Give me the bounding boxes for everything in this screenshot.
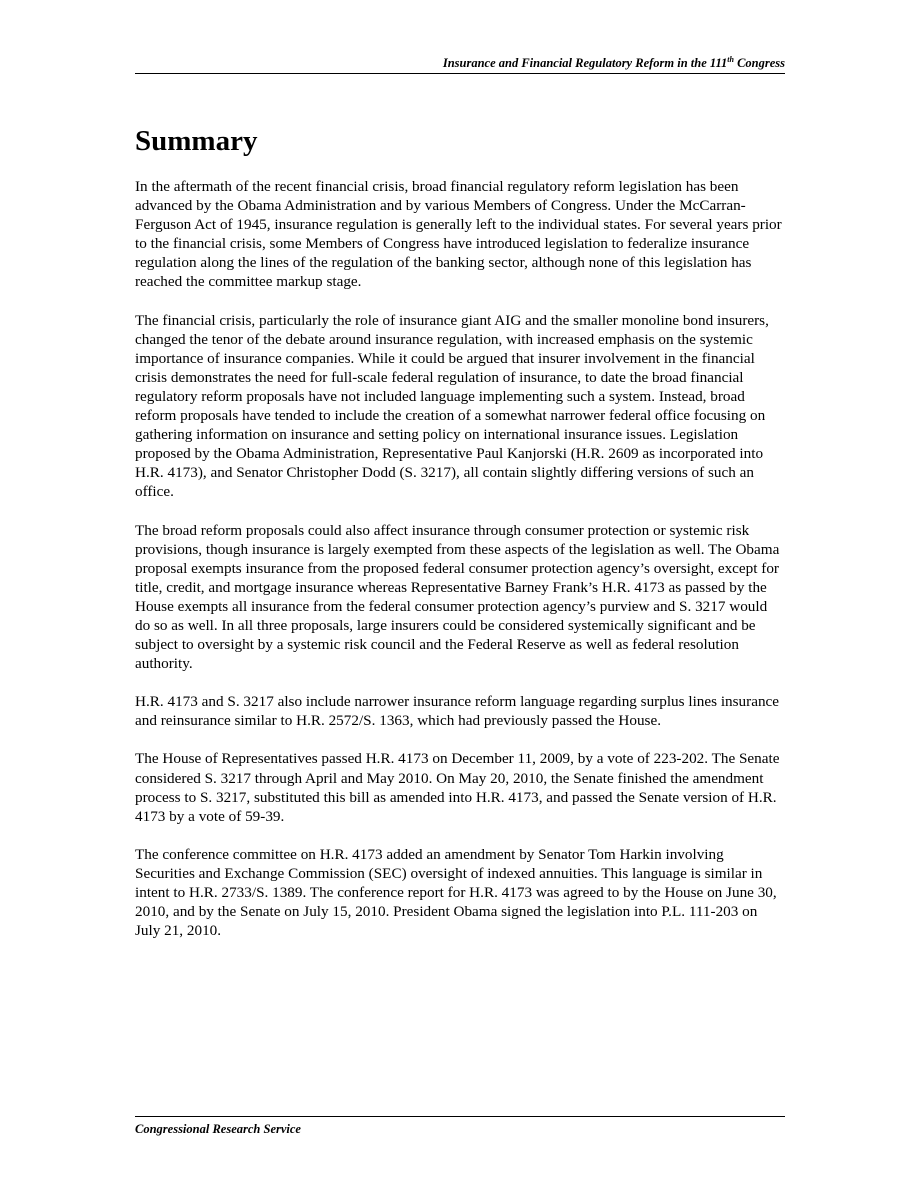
paragraph: The House of Representatives passed H.R. 4173 on December 11, 2009, by a vote of 223-202. The Senate considered S. 3217 through April and May 2010. On May 20, 2010, the Senate finished the amendment process to S. 3217, substituted this bill as amended into H.R. 4173, and passed the Senate version of H.R. 4173 by a vote of 59-39.	[135, 750, 780, 825]
paragraph: The conference committee on H.R. 4173 added an amendment by Senator Tom Harkin involving Securities and Exchange Commission (SEC) oversight of indexed annuities. This language is similar in intent to H.R. 2733/S. 1389. The conference report for H.R. 4173 was agreed to by the House on June 30, 2010, and by the Senate on July 15, 2010. President Obama signed the legislation into P.L. 111-203 on July 21, 2010.	[135, 845, 777, 940]
section-heading: Summary	[135, 125, 258, 157]
running-footer: Congressional Research Service	[135, 1122, 301, 1136]
paragraph: The financial crisis, particularly the role of insurance giant AIG and the smaller monoline bond insurers, changed the tenor of the debate around insurance regulation, with increased emphasis on the systemic importance of insurance companies. While it could be argued that insurer involvement in the financial crisis demonstrates the need for full-scale federal regulation of insurance, to date the broad financial regulatory reform proposals have not included language implementing such a system. Instead, broad reform proposals have tended to include the creation of a somewhat narrower federal office focusing on gathering information on insurance and setting policy on international insurance issues. Legislation proposed by the Obama Administration, Representative Paul Kanjorski (H.R. 2609 as incorporated into H.R. 4173), and Senator Christopher Dodd (S. 3217), all contain slightly differing versions of such an office.	[135, 311, 769, 501]
header-title-suffix: Congress	[733, 56, 785, 70]
header-title-superscript: th	[727, 54, 734, 64]
header-rule	[135, 73, 785, 74]
running-header	[135, 55, 785, 71]
paragraph: In the aftermath of the recent financial crisis, broad financial regulatory reform legislation has been advanced by the Obama Administration and by various Members of Congress. Under the McCarran-Ferguson Act of 1945, insurance regulation is generally left to the individual states. For several years prior to the financial crisis, some Members of Congress have introduced legislation to federalize insurance regulation along the lines of the regulation of the banking sector, although none of this legislation has reached the committee markup stage.	[135, 178, 782, 291]
footer-rule	[135, 1116, 785, 1117]
paragraph: H.R. 4173 and S. 3217 also include narrower insurance reform language regarding surplus lines insurance and reinsurance similar to H.R. 2572/S. 1363, which had previously passed the House.	[135, 693, 780, 730]
paragraph: The broad reform proposals could also affect insurance through consumer protection or systemic risk provisions, though insurance is largely exempted from these aspects of the legislation as well. The Obama proposal exempts insurance from the proposed federal consumer protection agency’s oversight, except for title, credit, and mortgage insurance whereas Representative Barney Frank’s H.R. 4173 as passed by the House exempts all insurance from the federal consumer protection agency’s purview and S. 3217 would do so as well. In all three proposals, large insurers could be considered systemically significant and be subject to oversight by a systemic risk council and the Federal Reserve as well as federal resolution authority.	[135, 521, 780, 673]
header-title: Insurance and Financial Regulatory Reform in the 111	[442, 56, 728, 70]
summary-body	[135, 177, 786, 959]
